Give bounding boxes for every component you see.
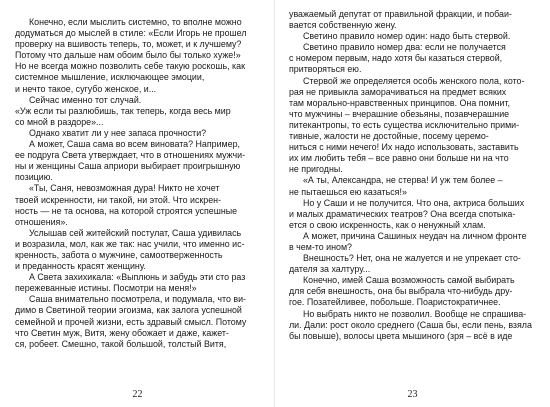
text-line: димо в Светиной теории эгоизма, как залога успешной <box>15 305 242 316</box>
text-line: там морально-нравственных принципов. Она помнит, <box>289 97 510 108</box>
text-line: Светино правило номер два: если не получается <box>303 42 506 53</box>
text-line: додуматься до мыслей в стиле: «Если Игорь не прошел <box>15 28 247 39</box>
left-page-text <box>15 17 271 350</box>
text-line: Сейчас именно тот случай. <box>29 94 142 105</box>
text-line: их им любить тебя – все равно они больше ни на что <box>289 153 509 164</box>
text-line: ны и женщины Саша априори выбирает проигрышную <box>15 161 241 172</box>
text-line: пережеванные истины. Посмотри на меня!» <box>15 283 197 294</box>
text-line: что Светин муж, Витя, жену обожает и даже, кажет- <box>15 327 229 338</box>
page-number-right: 23 <box>407 389 418 400</box>
text-line: не пригодны. <box>289 164 343 175</box>
text-line: «Ты, Саня, невозможная дура! Никто не хочет <box>29 183 220 194</box>
text-line: твоей искренности, ни такой, ни этой. Что искрен- <box>15 194 222 205</box>
right-page-text <box>289 9 542 342</box>
text-line: дателя за халтуру... <box>289 264 371 275</box>
text-line: системное мышление, исключающее эмоции, <box>15 72 205 83</box>
text-line: что мужчины – вчерашние обезьяны, позавчерашние <box>289 108 510 119</box>
text-line: Конечно, если мыслить системно, то вполне можно <box>29 17 242 27</box>
text-line: ность — не та основа, на которой строятся успешные <box>15 205 238 216</box>
text-line: для себя внешность, она бы выбрала что-нибудь дру- <box>289 286 513 297</box>
text-line: гое. Позатейливее, побольше. Поаристократичнее. <box>289 297 501 308</box>
text-line: рая не привыкла заморачиваться на предмет всяких <box>289 86 507 97</box>
text-line: притворяться ею. <box>289 64 362 75</box>
page-number-left: 22 <box>132 389 143 400</box>
text-line: ли. Дали: рост около среднего (Саша бы, если пень, взяла <box>289 319 532 330</box>
text-line: ется о свою искренность, как о ненужный хлам. <box>289 219 486 230</box>
text-line: Услышав сей житейский постулат, Саша удивилась <box>29 227 242 238</box>
text-line: Но не всегда можно позволить себе такую роскошь, как <box>15 61 245 72</box>
text-line: «Уж если ты разлюбишь, так теперь, когда весь мир <box>15 105 231 116</box>
text-line: ниться с ними нечего! Их надо использовать, заставить <box>289 142 519 153</box>
text-line: А может, причина Сашиных неудач на личном фронте <box>303 230 527 241</box>
text-line: тивные, жалости не достойные, посему церемо- <box>289 131 489 142</box>
text-line: ся, робеет. Смешно, такой большой, толстый Витя, <box>15 338 227 349</box>
text-line: бы повыше), волосы цвета мышиного (зря – всё в иде <box>289 330 513 341</box>
text-line: Однако хватит ли у нее запаса прочности? <box>29 127 207 138</box>
text-line: А Света захихикала: «Выплюнь и забудь эти сто раз <box>29 272 246 283</box>
text-line: уважаемый депутат от правильной фракции, и побаи- <box>289 9 512 19</box>
text-line: Но выбрать никто не позволил. Вообще не спрашива- <box>303 308 527 319</box>
text-line: и преданность красят женщину. <box>15 261 146 272</box>
text-line: питекантропы, то есть существа исключительно прими- <box>289 119 520 130</box>
text-line: Конечно, имей Саша возможность самой выбирать <box>303 275 515 286</box>
text-line: семейной и прочей жизни, есть здравый смысл. Потому <box>15 316 247 327</box>
text-line: «А ты, Александра, не стерва! И уж тем более – <box>303 175 503 186</box>
text-line: Саша внимательно посмотрела, и подумала, что ви- <box>29 294 246 305</box>
text-line: проверку на вшивость теперь, то, может, и к лучшему? <box>15 39 242 50</box>
text-line: А может, Саша сама во всем виновата? Например, <box>29 139 240 150</box>
text-line: и возразила, мол, как же так: нас учили, что именно ис- <box>15 238 245 249</box>
text-line: Внешность? Нет, она не жалуется и не упрекает сто- <box>303 253 521 264</box>
text-line: вается собственную жену. <box>289 20 397 31</box>
text-line: позицию. <box>15 172 53 183</box>
text-line: кренность, забота о мужчине, самоотверженность <box>15 249 223 260</box>
text-line: со мной в раздоре»... <box>15 116 104 127</box>
text-line: Стервой же определяется особь женского пола, кото- <box>303 75 525 86</box>
text-line: с номером первым, надо хотя бы казаться стервой, <box>289 53 503 64</box>
text-line: ее подруга Света утверждает, что в отношениях мужчи- <box>15 150 246 161</box>
text-line: не пытаешься ею казаться!» <box>289 186 407 197</box>
page-right <box>275 0 550 407</box>
text-line: Светино правило номер один: надо быть стервой. <box>303 31 511 42</box>
text-line: Потому что дальше нам обоим было бы только хуже!» <box>15 50 241 61</box>
text-line: Но у Саши и не получится. Что она, актриса больших <box>303 197 525 208</box>
text-line: и нечто такое, сугубо женское, и... <box>15 83 157 94</box>
text-line: и малых драматических театров? Она всегда спотыка- <box>289 208 516 219</box>
text-line: в чем-то ином? <box>289 241 352 252</box>
text-line: отношения». <box>15 216 68 227</box>
